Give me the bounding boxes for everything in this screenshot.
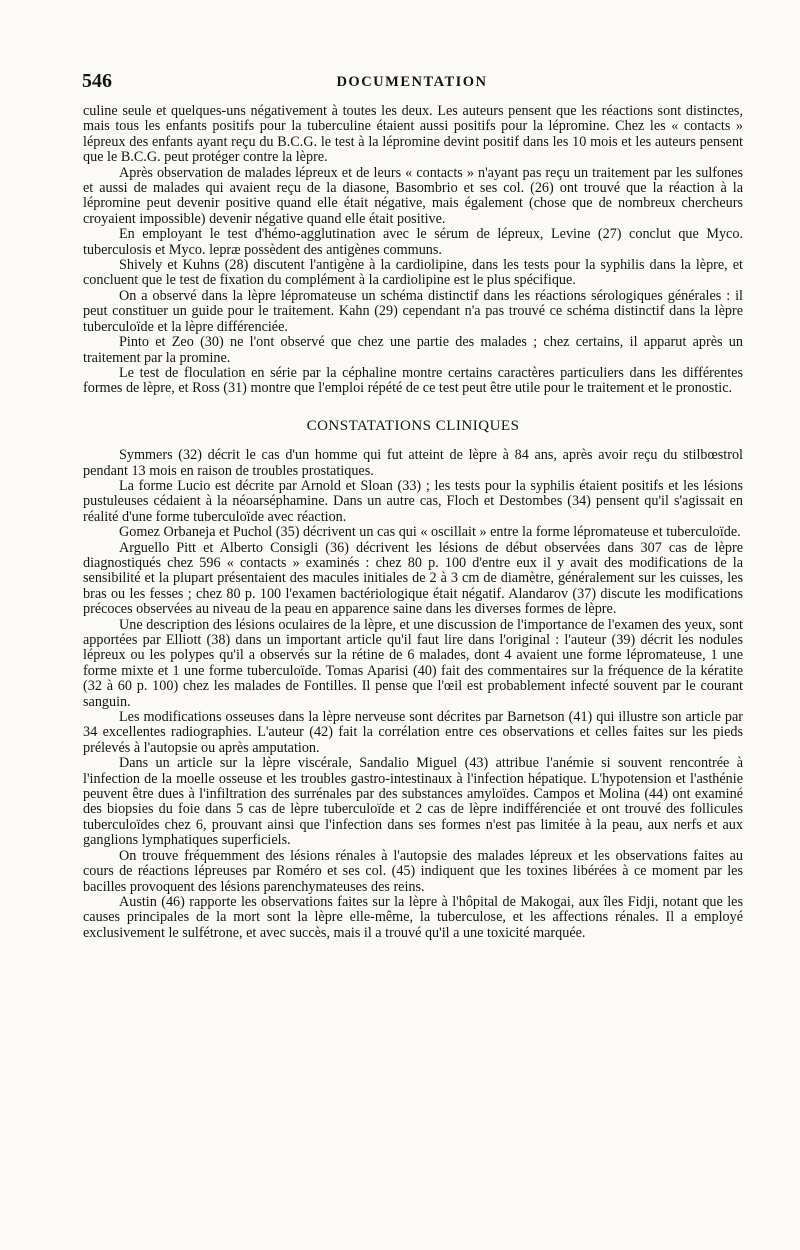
paragraph: Austin (46) rapporte les observations faites sur la lèpre à l'hôpital de Makogai, aux îles Fidji, notant que les causes principales de la mort sont la lèpre elle-même, la tuberculose, et les affections rénales. Il a employé exclusivement le sulfétrone, et avec succès, mais il a trouvé qu'il a une toxicité marquée. xyxy=(83,893,743,941)
page-header xyxy=(82,70,742,94)
paragraph: Shively et Kuhns (28) discutent l'antigène à la cardiolipine, dans les tests pour la syphilis dans la lèpre, et concluent que le test de fixation du complément à la cardiolipine est le plus spécifique. xyxy=(83,257,743,289)
paragraph: Gomez Orbaneja et Puchol (35) décrivent un cas qui « oscillait » entre la forme lépromateuse et tuberculoïde. xyxy=(119,524,741,541)
paragraph: La forme Lucio est décrite par Arnold et Sloan (33) ; les tests pour la syphilis étaient positifs et les lésions pustuleuses cédaient à la néoarséphamine. Dans un autre cas, Floch et Destombes (34) pensent qu'il s'agissait en réalité d'une forme tuberculoïde avec réaction. xyxy=(83,477,743,525)
paragraph: Symmers (32) décrit le cas d'un homme qui fut atteint de lèpre à 84 ans, après avoir reçu du stilbœstrol pendant 13 mois en raison de troubles prostatiques. xyxy=(83,447,743,479)
paragraph: En employant le test d'hémo-agglutination avec le sérum de lépreux, Levine (27) conclut que Myco. tuberculosis et Myco. lepræ possèdent des antigènes communs. xyxy=(83,226,743,258)
paragraph: Les modifications osseuses dans la lèpre nerveuse sont décrites par Barnetson (41) qui illustre son article par 34 excellentes radiographies. L'auteur (42) fait la corrélation entre ces observations et celles faites sur les pieds prélevés à l'autopsie ou après amputation. xyxy=(83,709,743,756)
paragraph: Arguello Pitt et Alberto Consigli (36) décrivent les lésions de début observées dans 307 cas de lèpre diagnostiqués chez 596 « contacts » examinés : chez 80 p. 100 d'entre eux il y avait des modifications de la sensibilité et la plupart présentaient des macules initiales de 2 à 3 cm de diamètre, généralement sur les cuisses, les bras ou les fesses ; chez 80 p. 100 l'examen bactériologique était négatif. Alandarov (37) discute les modifications précoces observées au niveau de la peau en apparence saine dans les diverses formes de lèpre. xyxy=(83,539,743,618)
paragraph: On a observé dans la lèpre lépromateuse un schéma distinctif dans les réactions sérologiques générales : il peut constituer un guide pour le traitement. Kahn (29) cependant n'a pas trouvé ce schéma distinctif dans la lèpre tuberculoïde et la lèpre différenciée. xyxy=(83,287,743,335)
body-text xyxy=(83,104,743,941)
paragraph: On trouve fréquemment des lésions rénales à l'autopsie des malades lépreux et les observations faites au cours de réactions lépreuses par Roméro et ses col. (45) indiquent que les toxines libérées à ce moment par les bacilles provoquent des lésions parenchymateuses des reins. xyxy=(83,847,743,895)
section-heading: CONSTATATIONS CLINIQUES xyxy=(306,417,520,434)
paragraph: Le test de floculation en série par la céphaline montre certains caractères particuliers dans les différentes formes de lèpre, et Ross (31) montre que l'emploi répété de ce test peut être utile pour le traitement et le pronostic. xyxy=(83,364,743,397)
paragraph: Après observation de malades lépreux et de leurs « contacts » n'ayant pas reçu un traitement par les sulfones et aussi de malades qui avaient reçu de la diasone, Basombrio et ses col. (26) ont trouvé que la réaction à la lépromine peut devenir positive quand elle était négative, mais également (chose que de nombreux chercheurs croyaient impossible) devenir négative quand elle était positive. xyxy=(83,164,743,227)
page-number: 546 xyxy=(82,70,112,92)
running-title: DOCUMENTATION xyxy=(336,74,488,90)
paragraph: Dans un article sur la lèpre viscérale, Sandalio Miguel (43) attribue l'anémie si souvent rencontrée à l'infection de la moelle osseuse et les troubles gastro-intestinaux à l'infection hépatique. L'hypotension et l'asthénie peuvent être dues à l'infiltration des surrénales par des substances amyloïdes. Campos et Molina (44) ont examiné des biopsies du foie dans 5 cas de lèpre tuberculoïde et 2 cas de lèpre indifférenciée et ont trouvé des follicules tuberculoïdes chez 6, prouvant ainsi que l'infection dans ses formes n'est pas limitée à la peau, aux nerfs et aux ganglions lymphatiques superficiels. xyxy=(83,755,743,849)
paragraph: Pinto et Zeo (30) ne l'ont observé que chez une partie des malades ; chez certains, il apparut après un traitement par la promine. xyxy=(83,334,743,366)
paragraph: Une description des lésions oculaires de la lèpre, et une discussion de l'importance de l'examen des yeux, sont apportées par Elliott (38) dans un important article qu'il faut lire dans l'original : l'auteur (39) décrit les nodules lépreux ou les polypes qu'il a observés sur la rétine de 6 malades, dont 4 avaient une forme lépromateuse, 1 une forme mixte et 1 une forme tuberculoïde. Tomas Aparisi (40) fait des commentaires sur la fréquence de la kératite (32 à 60 p. 100) chez les malades de Fontilles. Il pense que l'œil est probablement infecté souvent par le courant sanguin. xyxy=(83,616,743,710)
paragraph: culine seule et quelques-uns négativement à toutes les deux. Les auteurs pensent que les réactions sont distinctes, mais tous les enfants positifs pour la tuberculine étaient aussi positifs pour la lépromine. Chez les « contacts » lépreux des enfants ayant reçu du B.C.G. le test à la lépromine devint positif dans les 10 mois et les auteurs pensent que le B.C.G. peut protéger contre la lèpre. xyxy=(83,103,743,166)
